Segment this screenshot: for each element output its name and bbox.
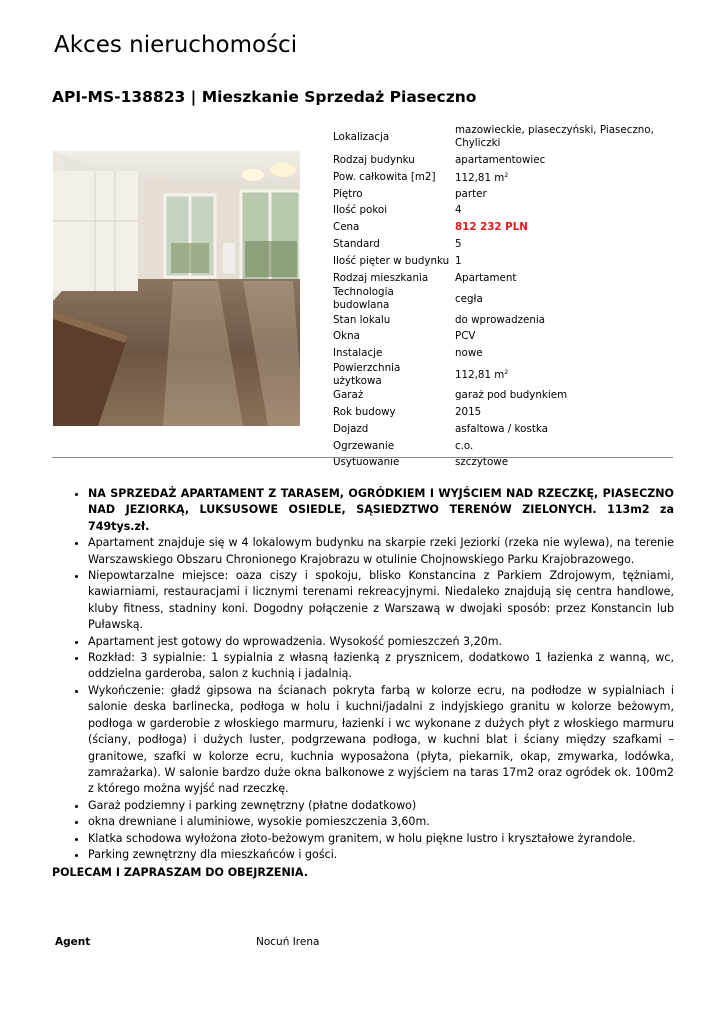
description-item: • Apartament znajduje się w 4 lokalowym budynku na skarpie rzeki Jeziorki (rzeka nie wylewa), na terenie Warszawskiego Obszaru Chronionego Krajobrazu w otulinie Chojnowskiego Parku Krajobrazowego. (88, 535, 674, 568)
property-row (331, 421, 673, 438)
unit-superscript: 2 (504, 171, 509, 179)
property-row (331, 236, 673, 253)
property-value (453, 328, 673, 345)
property-label: Rok budowy (333, 406, 396, 419)
property-label: Usytuowanie (333, 456, 400, 469)
property-value (453, 362, 673, 387)
property-label: Instalacje (333, 347, 383, 360)
unit-superscript: 2 (504, 369, 509, 377)
description-item: • Niepowtarzalne miejsce: oaza ciszy i spokoju, blisko Konstancina z Parkiem Zdrojowym, tężniami, kawiarniami, restauracjami i licznymi terenami rekreacyjnymi. Niedaleko znajdują się centra handlowe, kluby fitness, stadniny koni. Dogodny połączenie z Warszawą w dwojaki sposób: przez Konstancin lub Puławską. (88, 568, 674, 634)
property-row (331, 362, 673, 387)
property-value (453, 186, 673, 203)
property-row (331, 328, 673, 345)
description-item: • Wykończenie: gładź gipsowa na ścianach pokryta farbą w kolorze ecru, na podłodze w sypialniach i salonie deska barlinecka, podłoga w holu i kuchni/jadalni z indyjskiego granitu w kolorze beżowym, podłoga w garderobie z włoskiego marmuru, łazienki i wc wykonane z dużych płyt z włoskiego marmuru (ściany, podłoga) i dużych luster, podgrzewana podłoga, w kuchni blat i ściany między szafkami – granitowe, szafki w kolorze ecru, kuchnia wyposażona (płyta, piekarnik, okap, zmywarka, lodówka, zamrażarka). W salonie bardzo duże okna balkonowe z wyjściem na taras 17m2 oraz ogródek ok. 100m2 z którego można wyjść nad rzeczkę. (88, 683, 674, 798)
property-value-text: nowe (455, 347, 483, 360)
description-list (68, 486, 674, 863)
property-value-text: garaż pod budynkiem (455, 389, 568, 402)
property-label: Ilość pokoi (333, 204, 388, 217)
property-value (453, 202, 673, 219)
property-label: Ilość pięter w budynku (333, 254, 450, 267)
property-label: Lokalizacja (333, 130, 390, 143)
property-row (331, 345, 673, 362)
property-value (453, 286, 673, 311)
agent-name: Nocuń Irena (256, 936, 320, 948)
property-label: Rodzaj budynku (333, 154, 415, 167)
property-value-text: Apartament (455, 271, 517, 284)
property-label: Okna (333, 330, 360, 343)
property-value-text: mazowieckie, piaseczyński, Piaseczno, Chyliczki (455, 124, 654, 149)
property-row (331, 202, 673, 219)
property-value-text: cegła (455, 292, 483, 305)
description-item: • okna drewniane i aluminiowe, wysokie pomieszczenia 3,60m. (88, 814, 674, 830)
property-value-text: 812 232 PLN (455, 221, 528, 234)
property-value (453, 421, 673, 438)
property-row (331, 219, 673, 236)
property-value-text: c.o. (455, 439, 474, 452)
property-row (331, 286, 673, 311)
property-row (331, 152, 673, 169)
description-item: • Garaż podziemny i parking zewnętrzny (płatne dodatkowo) (88, 798, 674, 814)
description-item: • Parking zewnętrzny dla mieszkańców i gości. (88, 847, 674, 863)
property-label: Pow. całkowita [m2] (333, 170, 436, 183)
property-row (331, 186, 673, 203)
property-label: Powierzchnia użytkowa (333, 361, 401, 387)
property-value-text: asfaltowa / kostka (455, 422, 548, 435)
brand-name: Akces nieruchomości (54, 32, 298, 58)
description-item: • Apartament jest gotowy do wprowadzenia. Wysokość pomieszczeń 3,20m. (88, 634, 674, 650)
section-divider (52, 457, 673, 458)
property-value (453, 219, 673, 236)
property-label: Piętro (333, 187, 363, 200)
description (68, 486, 674, 863)
property-value (453, 169, 673, 186)
property-row (331, 122, 673, 152)
property-value-text: PCV (455, 330, 476, 343)
property-value-text: do wprowadzenia (455, 313, 546, 326)
closing-text: POLECAM I ZAPRASZAM DO OBEJRZENIA. (52, 866, 308, 879)
property-value (453, 236, 673, 253)
property-row (331, 253, 673, 270)
property-value-text: 112,81 m (455, 369, 505, 382)
property-value-text: szczytowe (455, 456, 509, 469)
property-value (453, 404, 673, 421)
property-row (331, 438, 673, 455)
property-value (453, 270, 673, 287)
property-value-text: 2015 (455, 406, 482, 419)
property-photo (53, 151, 300, 426)
property-row (331, 312, 673, 329)
property-row (331, 270, 673, 287)
agent-label: Agent (55, 936, 91, 948)
property-label: Ogrzewanie (333, 439, 395, 452)
property-value-text: 112,81 m (455, 171, 505, 184)
property-value-text: apartamentowiec (455, 154, 546, 167)
property-label: Stan lokalu (333, 313, 391, 326)
property-row (331, 169, 673, 186)
property-value-text: parter (455, 187, 487, 200)
property-value (453, 387, 673, 404)
listing-title: API-MS-138823 | Mieszkanie Sprzedaż Piaseczno (52, 88, 477, 106)
property-label: Cena (333, 221, 360, 234)
description-item: • Klatka schodowa wyłożona złoto-beżowym granitem, w holu piękne lustro i kryształowe żyrandole. (88, 831, 674, 847)
property-value (453, 312, 673, 329)
property-value (453, 152, 673, 169)
property-value (453, 253, 673, 270)
property-details-table (331, 122, 673, 471)
property-value (453, 122, 673, 152)
description-item: • NA SPRZEDAŻ APARTAMENT Z TARASEM, OGRÓDKIEM I WYJŚCIEM NAD RZECZKĘ, PIASECZNO NAD JEZIORKĄ, LUKSUSOWE OSIEDLE, SĄSIEDZTWO TERENÓW ZIELONYCH. 113m2 za 749tys.zł. (88, 486, 674, 535)
property-row (331, 387, 673, 404)
property-value (453, 345, 673, 362)
property-value (453, 438, 673, 455)
property-row (331, 404, 673, 421)
property-label: Garaż (333, 389, 364, 402)
property-label: Standard (333, 238, 380, 251)
property-label: Technologia budowlana (333, 286, 394, 311)
property-label: Dojazd (333, 422, 369, 435)
property-value-text: 4 (455, 204, 462, 217)
description-item: • Rozkład: 3 sypialnie: 1 sypialnia z własną łazienką z prysznicem, dodatkowo 1 łazienka z wanną, wc, oddzielna garderoba, salon z kuchnią i jadalnią. (88, 650, 674, 683)
property-label: Rodzaj mieszkania (333, 271, 429, 284)
property-value-text: 5 (455, 238, 462, 251)
property-value-text: 1 (455, 254, 462, 267)
